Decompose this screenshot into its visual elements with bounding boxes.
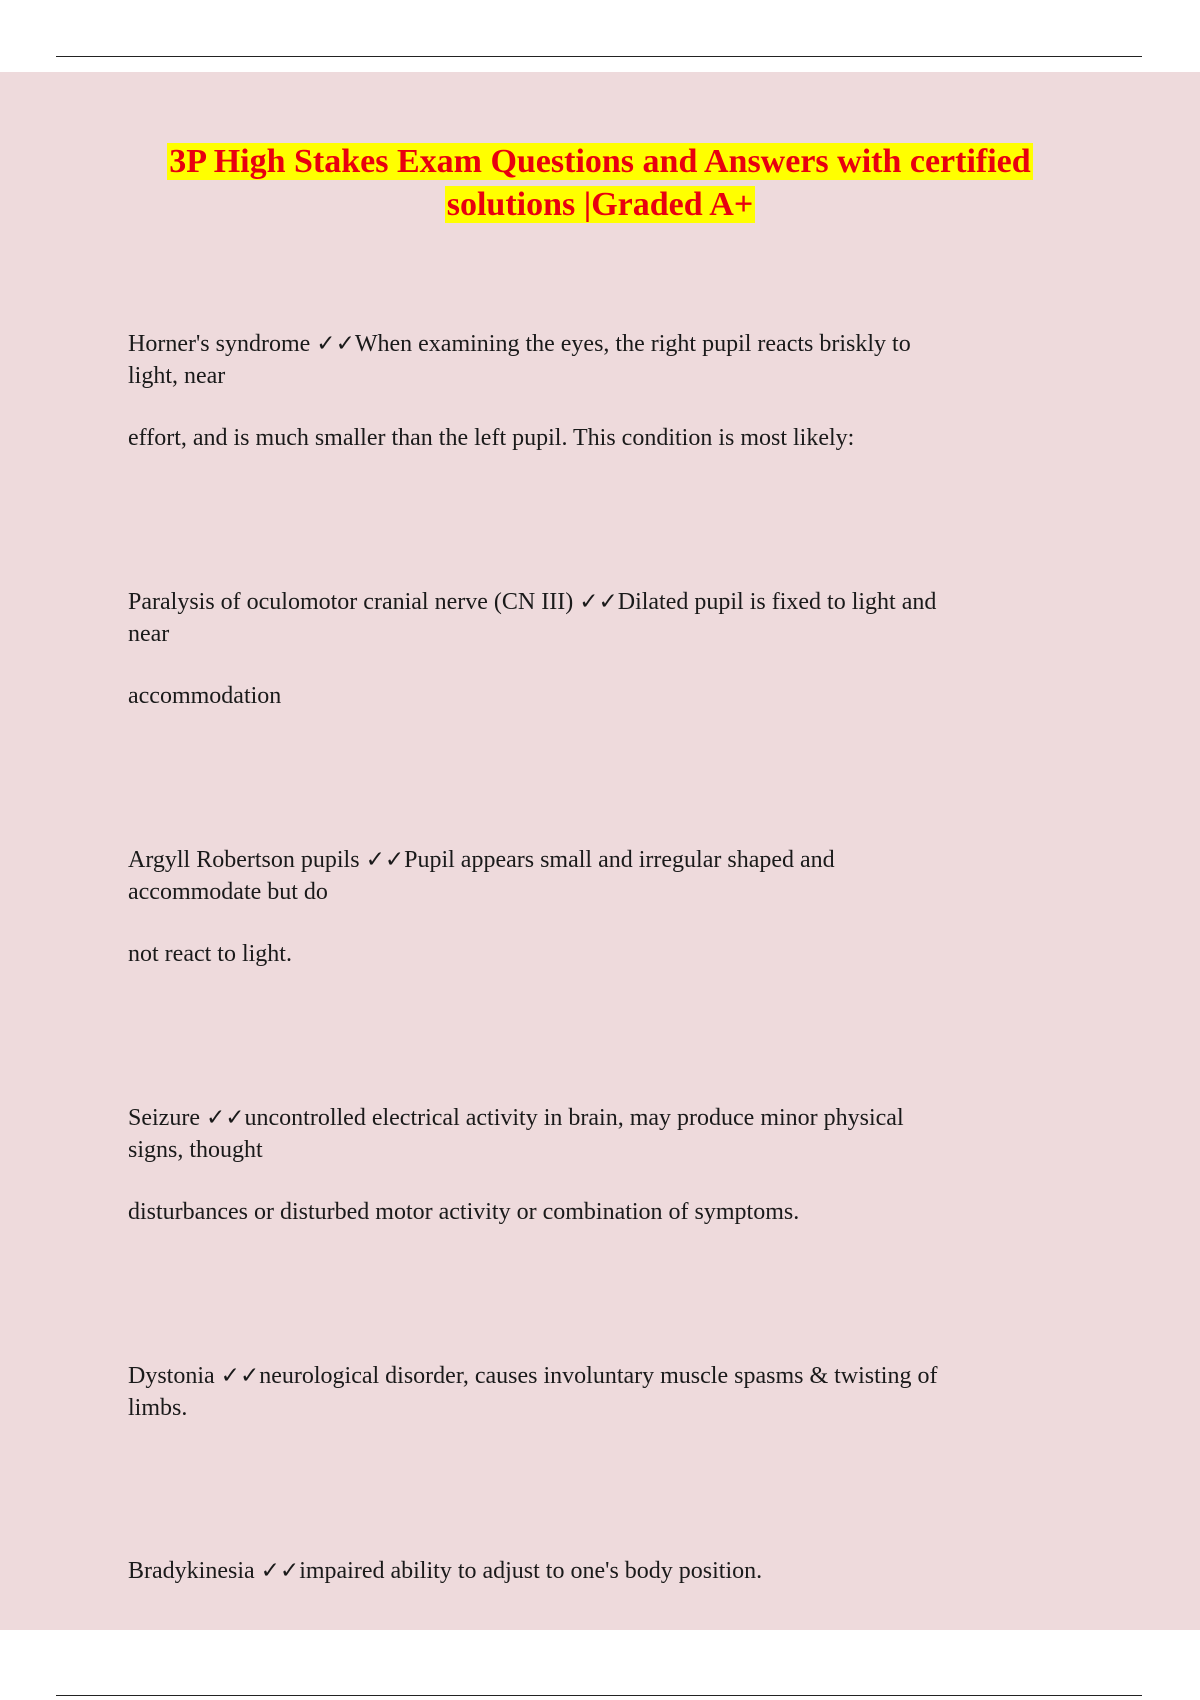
qa-answer-line2: signs, thought (128, 1137, 263, 1163)
qa-term: Paralysis of oculomotor cranial nerve (CN III) (128, 589, 580, 615)
qa-question (128, 1360, 1088, 1424)
qa-answer-line1: Dilated pupil is fixed to light and (617, 589, 937, 615)
qa-question (128, 586, 1088, 650)
qa-item-bradykinesia (128, 1555, 1088, 1587)
bottom-rule (56, 1695, 1142, 1696)
qa-item-dystonia (128, 1360, 1088, 1424)
qa-answer-line2: near (128, 621, 170, 647)
qa-item-cn-iii-paralysis (128, 586, 1088, 712)
qa-continuation: not react to light. (128, 941, 292, 967)
document-title (120, 140, 1080, 226)
qa-answer-line2: limbs. (128, 1395, 188, 1421)
qa-question (128, 1555, 1088, 1587)
check-mark-icon: ✓✓ (260, 1558, 300, 1584)
qa-item-seizure (128, 1102, 1088, 1228)
check-mark-icon: ✓✓ (205, 1105, 245, 1131)
qa-answer-line2: light, near (128, 363, 226, 389)
qa-question (128, 844, 1088, 908)
qa-answer-line1: When examining the eyes, the right pupil reacts briskly to (354, 331, 911, 357)
qa-term: Dystonia (128, 1363, 221, 1389)
qa-question (128, 328, 1088, 392)
qa-item-argyll-robertson (128, 844, 1088, 970)
qa-answer-line1: uncontrolled electrical activity in brain, may produce minor physical (244, 1105, 904, 1131)
check-mark-icon: ✓✓ (579, 589, 618, 615)
qa-answer-line1: Pupil appears small and irregular shaped and (404, 847, 835, 873)
qa-answer-line1: impaired ability to adjust to one's body position. (299, 1558, 763, 1584)
qa-term: Bradykinesia (128, 1558, 261, 1584)
title-line-1: 3P High Stakes Exam Questions and Answers with certified (169, 143, 1031, 180)
qa-term: Argyll Robertson pupils (128, 847, 366, 873)
title-line-2: solutions |Graded A+ (446, 186, 754, 223)
top-rule (56, 56, 1142, 57)
check-mark-icon: ✓✓ (316, 331, 355, 357)
qa-answer-line2: accommodate but do (128, 879, 328, 905)
qa-term: Horner's syndrome (128, 331, 317, 357)
qa-continuation: accommodation (128, 683, 282, 709)
qa-term: Seizure (128, 1105, 206, 1131)
qa-continuation: disturbances or disturbed motor activity or combination of symptoms. (128, 1199, 800, 1225)
qa-item-horners-syndrome (128, 328, 1088, 454)
qa-answer-line1: neurological disorder, causes involuntary muscle spasms & twisting of (259, 1363, 938, 1389)
qa-continuation: effort, and is much smaller than the left pupil. This condition is most likely: (128, 425, 855, 451)
qa-question (128, 1102, 1088, 1166)
check-mark-icon: ✓✓ (365, 847, 405, 873)
check-mark-icon: ✓✓ (220, 1363, 260, 1389)
